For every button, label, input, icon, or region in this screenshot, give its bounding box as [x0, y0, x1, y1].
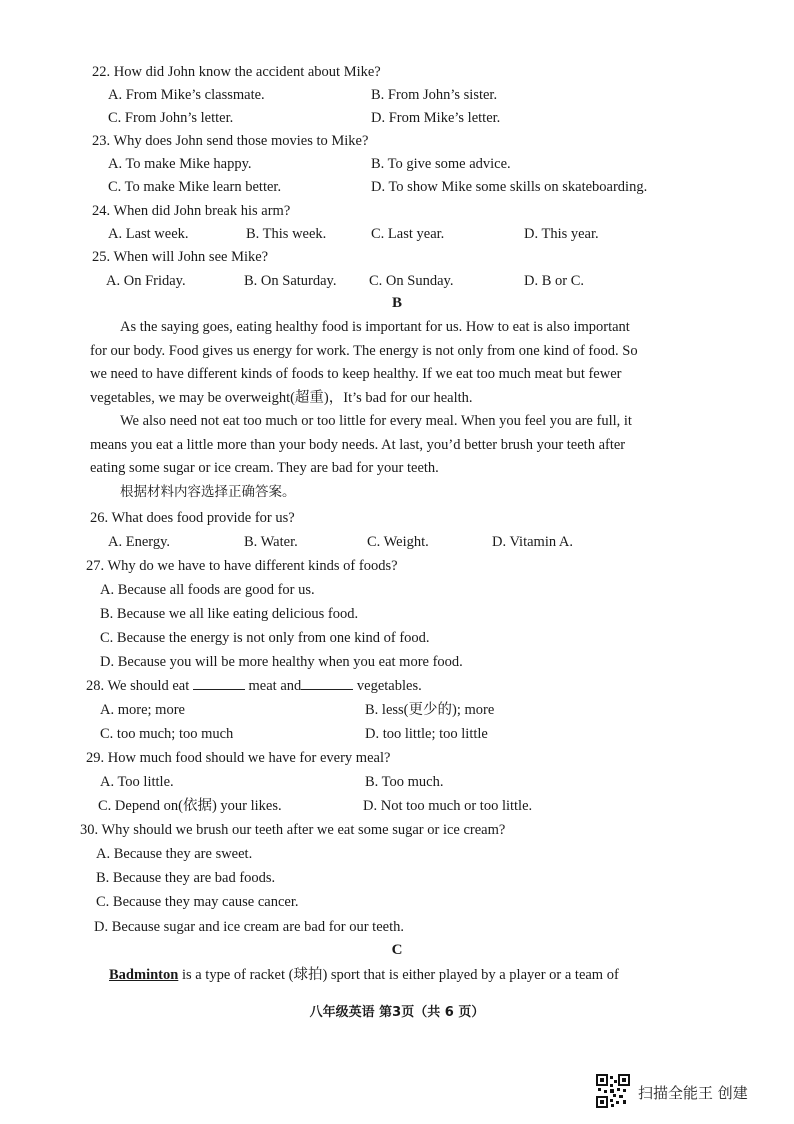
passage-b-line: means you eat a little more than your body needs. At last, you’d better brush your teeth after — [90, 436, 626, 453]
passage-b-line: we need to have different kinds of foods to keep healthy. If we eat too much meat but fewer — [90, 366, 622, 382]
q29-option-b: B. Too much. — [365, 774, 444, 790]
question-26-stem: 26. What does food provide for us? — [90, 510, 295, 526]
question-23-stem: 23. Why does John send those movies to Mike? — [92, 133, 369, 149]
q26-option-a: A. Energy. — [108, 534, 171, 550]
q23-option-c: C. To make Mike learn better. — [108, 179, 282, 195]
qr-code-icon — [596, 1074, 630, 1108]
q23-option-a: A. To make Mike happy. — [108, 156, 252, 172]
page-footer: 八年级英语 第3页（共 6 页） — [309, 1005, 485, 1020]
q22-option-b: B. From John’s sister. — [371, 87, 498, 103]
q28-option-c: C. too much; too much — [100, 726, 234, 742]
passage-c-text: is a type of racket (球拍) sport that is either played by a player or a team of — [178, 967, 619, 983]
question-22-stem: 22. How did John know the accident about Mike? — [92, 64, 381, 80]
passage-b-line: vegetables, we may be overweight(超重)，It’s bad for our health. — [90, 389, 473, 406]
q28-stem-part2: meat and — [248, 678, 302, 694]
q26-option-c: C. Weight. — [367, 534, 429, 550]
question-25-stem: 25. When will John see Mike? — [92, 249, 269, 265]
q30-option-d: D. Because sugar and ice cream are bad for our teeth. — [94, 919, 404, 935]
q23-option-b: B. To give some advice. — [371, 156, 511, 172]
section-c-heading: C — [391, 942, 403, 958]
q23-option-d: D. To show Mike some skills on skateboarding. — [371, 179, 648, 195]
q24-option-b: B. This week. — [246, 226, 327, 242]
q28-option-a: A. more; more — [100, 702, 185, 718]
q28-blank-2 — [301, 677, 353, 690]
q28-stem-part1: 28. We should eat — [86, 678, 190, 694]
q22-option-c: C. From John’s letter. — [108, 110, 234, 126]
q22-option-a: A. From Mike’s classmate. — [108, 87, 265, 103]
q26-option-d: D. Vitamin A. — [492, 534, 574, 550]
passage-b-instruction: 根据材料内容选择正确答案。 — [120, 483, 296, 500]
q27-option-c: C. Because the energy is not only from one kind of food. — [100, 630, 430, 646]
question-24-stem: 24. When did John break his arm? — [92, 203, 291, 219]
passage-b-line: We also need not eat too much or too little for every meal. When you feel you are full, it — [120, 413, 632, 429]
q30-option-b: B. Because they are bad foods. — [96, 870, 276, 886]
q30-option-a: A. Because they are sweet. — [96, 846, 253, 862]
q28-blank-1 — [193, 677, 245, 690]
question-27-stem: 27. Why do we have to have different kinds of foods? — [86, 558, 398, 574]
q29-option-a: A. Too little. — [100, 774, 174, 790]
passage-b-line: for our body. Food gives us energy for work. The energy is not only from one kind of food. So — [90, 342, 638, 359]
scanner-watermark-label: 扫描全能王 创建 — [638, 1084, 748, 1102]
passage-b-line: As the saying goes, eating healthy food is important for us. How to eat is also important — [120, 319, 630, 335]
q29-option-c: C. Depend on(依据) your likes. — [98, 798, 282, 814]
passage-b-line: eating some sugar or ice cream. They are bad for your teeth. — [90, 460, 439, 476]
question-29-stem: 29. How much food should we have for every meal? — [86, 750, 391, 766]
q28-option-b: B. less(更少的); more — [365, 702, 495, 718]
q30-option-c: C. Because they may cause cancer. — [96, 894, 299, 910]
q26-option-b: B. Water. — [244, 534, 298, 550]
q25-option-d: D. B or C. — [524, 273, 585, 289]
q24-option-a: A. Last week. — [108, 226, 189, 242]
q28-option-d: D. too little; too little — [365, 726, 488, 742]
passage-b — [90, 316, 690, 504]
q24-option-c: C. Last year. — [371, 226, 445, 242]
q29-option-d: D. Not too much or too little. — [363, 798, 533, 814]
q27-option-d: D. Because you will be more healthy when you eat more food. — [100, 654, 463, 670]
q25-option-a: A. On Friday. — [106, 273, 186, 289]
question-30-stem: 30. Why should we brush our teeth after we eat some sugar or ice cream? — [80, 822, 506, 838]
passage-c-first-line — [109, 966, 619, 984]
q25-option-b: B. On Saturday. — [244, 273, 337, 289]
passage-c-keyword: Badminton — [109, 967, 179, 983]
q24-option-d: D. This year. — [524, 226, 599, 242]
section-b-heading: B — [391, 295, 402, 311]
q27-option-b: B. Because we all like eating delicious food. — [100, 606, 359, 622]
q25-option-c: C. On Sunday. — [369, 273, 454, 289]
question-28-stem — [86, 677, 422, 695]
q22-option-d: D. From Mike’s letter. — [371, 110, 501, 126]
q28-stem-part3: vegetables. — [356, 678, 422, 694]
q27-option-a: A. Because all foods are good for us. — [100, 582, 315, 598]
